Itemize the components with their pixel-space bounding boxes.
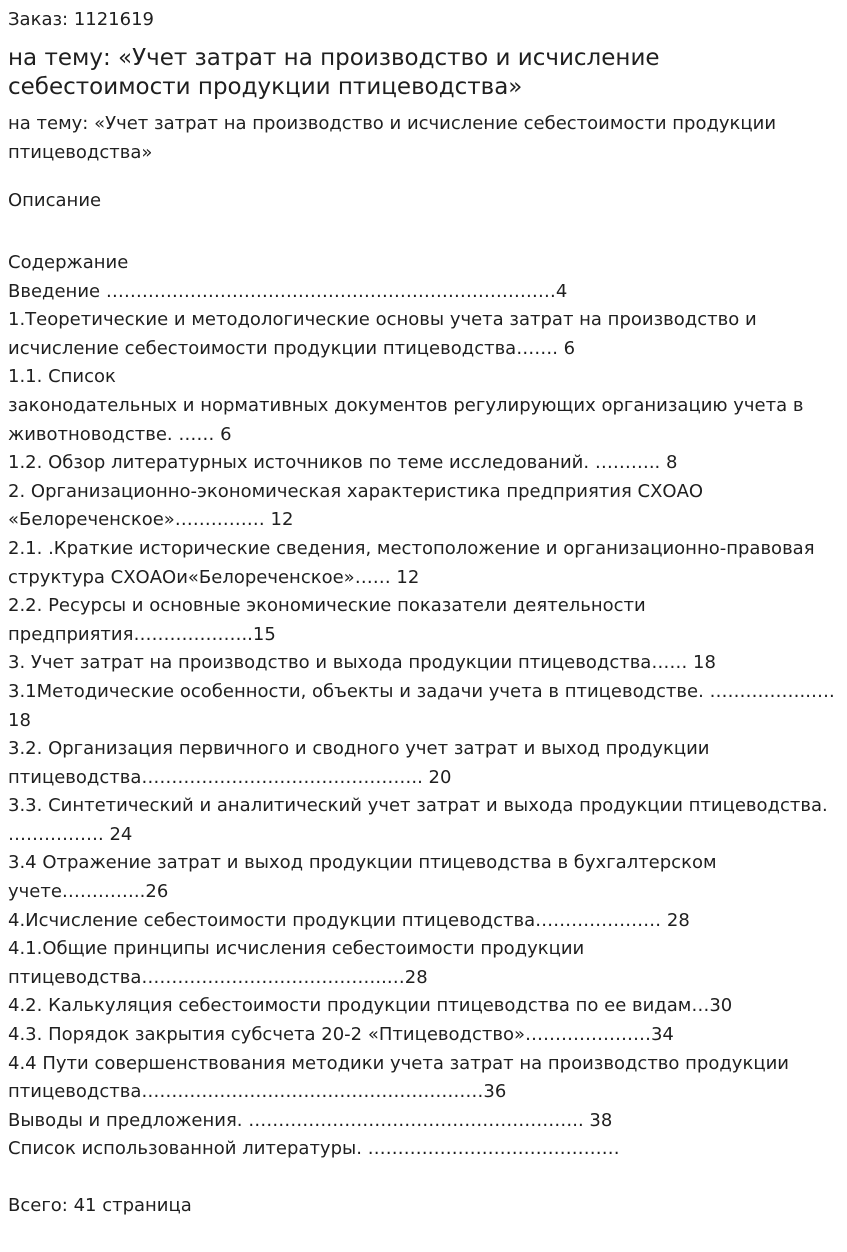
toc-item: Выводы и предложения. ……………………………………………….. 38 [8, 1109, 613, 1131]
toc-item: 3.1Методические особенности, объекты и задачи учета в птицеводстве. ……………..…. 18 [8, 680, 841, 731]
toc-item: 4.2. Калькуляция себестоимости продукции птицеводства по ее видам…30 [8, 995, 733, 1017]
toc-item: Список использованной литературы. …………………………………… [8, 1138, 620, 1160]
toc-item: 3.3. Синтетический и аналитический учет затрат и выхода продукции птицеводства. ……………. 24 [8, 795, 834, 845]
toc-item: законодательных и нормативных документов регулирующих организацию учета в животноводстве. …… 6 [8, 394, 810, 445]
toc-item: 4.Исчисление себестоимости продукции птицеводства………………… 28 [8, 909, 690, 931]
page-title: на тему: «Учет затрат на производство и исчисление себестоимости продукции птицеводства» [8, 45, 660, 100]
toc-item: 3.4 Отражение затрат и выход продукции птицеводства в бухгалтерском учете…………..26 [8, 852, 723, 903]
toc-item: 4.3. Порядок закрытия субсчета 20-2 «Птицеводство»…………………34 [8, 1024, 674, 1046]
toc-item: 2.1. .Краткие исторические сведения, местоположение и организационно-правовая структура СХОАОи«Белореченское»…… 12 [8, 537, 821, 588]
description-label: Описание [8, 190, 102, 211]
toc-item: 1.1. Список [8, 366, 116, 388]
toc-item: 3.2. Организация первичного и сводного учет затрат и выход продукции птицеводства……………………………………….. 20 [8, 738, 716, 788]
toc-item: 3. Учет затрат на производство и выхода продукции птицеводства…… 18 [8, 652, 716, 674]
page-count: Всего: 41 страница [8, 1195, 192, 1216]
toc-heading: Содержание [8, 252, 129, 273]
toc-item: Введение …………………………………………………………………4 [8, 280, 568, 302]
toc-item: 4.1.Общие принципы исчисления себестоимости продукции птицеводства…………………………………..…28 [8, 938, 590, 988]
toc-item: 2. Организационно-экономическая характеристика предприятия СХОАО «Белореченское»…………… 12 [8, 480, 709, 531]
toc-item: 2.2. Ресурсы и основные экономические показатели деятельности предприятия………………..15 [8, 595, 652, 645]
toc-item: 1.2. Обзор литературных источников по теме исследований. ……….. 8 [8, 452, 678, 474]
toc-item: 1.Теоретические и методологические основы учета затрат на производство и исчисление себестоимости продукции птицеводства……. 6 [8, 309, 763, 359]
toc-item: 4.4 Пути совершенствования методики учета затрат на производство продукции птицеводства…………………………………………………36 [8, 1052, 795, 1103]
subtitle: на тему: «Учет затрат на производство и исчисление себестоимости продукции птицеводства» [8, 113, 777, 163]
table-of-contents [8, 249, 839, 1164]
order-number: Заказ: 1121619 [8, 9, 154, 30]
